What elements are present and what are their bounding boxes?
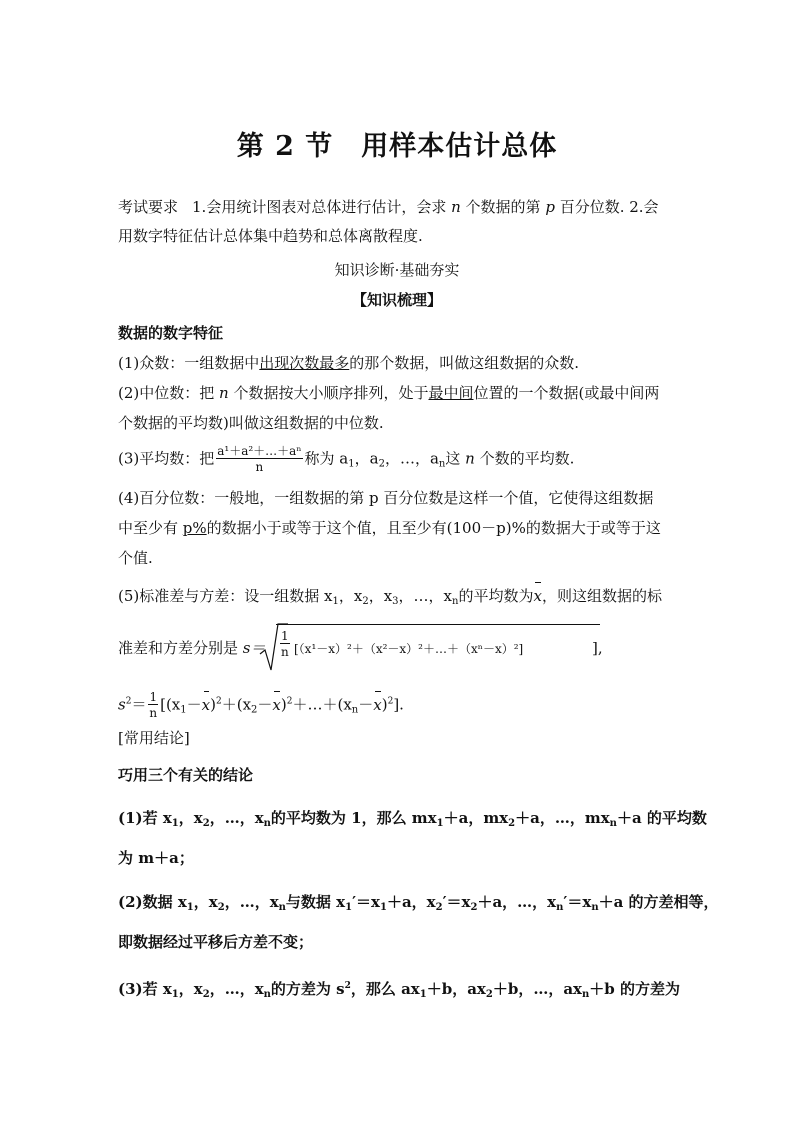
subscript: 2	[508, 818, 516, 829]
subscript: 1	[379, 902, 387, 913]
text: ′＝x	[352, 893, 380, 911]
mean-fraction	[216, 444, 302, 475]
after-root: ],	[592, 639, 603, 657]
subscript: 1	[436, 818, 444, 829]
common-conclusions-label: [常用结论]	[118, 729, 190, 747]
text: －	[257, 695, 273, 714]
text: 称为 a	[304, 449, 349, 468]
text: ，x	[178, 980, 203, 998]
text: 中至少有	[118, 519, 183, 537]
definition-mode	[118, 353, 579, 373]
fraction-denominator: n	[149, 706, 158, 720]
fraction-numerator: a¹＋a²＋…＋aⁿ	[217, 444, 302, 458]
exam-label: 考试要求	[118, 198, 179, 216]
mean-x-bar: x	[373, 695, 382, 714]
tip-2-line2: 即数据经过平移后方差不变；	[118, 933, 314, 951]
subscript: n	[452, 596, 459, 607]
text: ，…，x	[398, 587, 453, 605]
superscript: 2	[387, 696, 394, 707]
subscript: 2	[485, 989, 493, 1000]
tips-title: 巧用三个有关的结论	[118, 766, 254, 784]
radicand-fraction	[280, 629, 290, 660]
text: ＋a，…，x	[477, 893, 557, 911]
text: )	[210, 695, 216, 714]
definition-percentile: (4)百分位数：一般地，一组数据的第 p 百分位数是这样一个值，它使得这组数据	[118, 489, 654, 507]
text: ＋…＋(x	[292, 695, 352, 714]
underlined-term: 出现次数最多	[259, 354, 350, 372]
superscript: 2	[286, 696, 293, 707]
text: ＋a，mx	[443, 809, 509, 827]
text: [(x	[160, 695, 181, 714]
text: ′＝x	[563, 893, 592, 911]
text: ，x	[338, 587, 363, 605]
text: ＋a，x	[386, 893, 436, 911]
exam-requirements-line1	[118, 197, 659, 217]
text: ，x	[178, 809, 203, 827]
subscript: 2	[470, 902, 478, 913]
text: ＋a 的平均数	[616, 809, 707, 827]
text: 的那个数据，叫做这组数据的众数.	[349, 354, 580, 372]
subscript: 1	[345, 902, 353, 913]
superscript: 2	[215, 696, 222, 707]
tip-1	[118, 808, 707, 834]
text: 个数的平均数.	[474, 449, 575, 468]
text: ＋a 的方差相等，	[598, 893, 719, 911]
subscript: n	[582, 989, 590, 1000]
var-p: p	[545, 198, 555, 216]
var-n: n	[451, 198, 461, 216]
subscript: n	[556, 902, 564, 913]
text: ，…，x	[209, 980, 264, 998]
text: ，…，x	[209, 809, 264, 827]
subscript: 1	[332, 596, 339, 607]
text: ＋b，ax	[426, 980, 486, 998]
text: ，…，a	[384, 449, 439, 468]
definition-mean	[118, 444, 574, 475]
s-equals: s＝	[242, 639, 266, 657]
exam-text: 个数据的第	[460, 198, 546, 216]
subscript: 2	[202, 818, 210, 829]
subscript: n	[278, 902, 286, 913]
fraction-numerator: 1	[149, 690, 158, 704]
text: ′＝x	[442, 893, 471, 911]
text: 准差和方差分别是	[118, 639, 243, 657]
text: ，那么 ax	[350, 980, 420, 998]
exam-requirements-line2: 用数字特征估计总体集中趋势和总体离散程度.	[118, 227, 423, 245]
subscript: n	[351, 704, 359, 716]
subscript: 2	[251, 704, 258, 716]
subscript: 1	[186, 902, 194, 913]
text: ＝	[131, 695, 147, 714]
text: ].	[393, 695, 404, 714]
text: 与数据 x	[285, 893, 346, 911]
var-n: n	[465, 449, 475, 468]
text: s	[118, 695, 126, 714]
subscript: n	[263, 989, 271, 1000]
text: ＋a，…，mx	[515, 809, 610, 827]
text: 位置的一个数据(或最中间两	[473, 384, 660, 402]
section-subheading: 【知识梳理】	[351, 291, 442, 309]
mean-x-bar: x	[201, 695, 211, 714]
definition-percentile-line2	[118, 518, 661, 538]
text: ，x	[193, 893, 218, 911]
variance-formula	[118, 690, 404, 721]
text: )	[280, 695, 287, 714]
text: 的方差为 s	[270, 980, 345, 998]
subscript: 1	[348, 458, 355, 470]
definition-stdev	[118, 586, 662, 612]
subscript: n	[609, 818, 617, 829]
stdev-formula-label	[118, 638, 265, 658]
fraction-denominator: n	[280, 645, 289, 659]
subscript: 1	[180, 704, 187, 716]
text: ，…，x	[224, 893, 279, 911]
text: (1)众数：一组数据中	[118, 354, 260, 372]
var-n: n	[219, 384, 229, 402]
definition-median	[118, 383, 659, 403]
fraction-numerator: 1	[281, 629, 289, 643]
radicand-expression: [（x¹－x）²＋（x²－x）²＋…＋（xⁿ－x）²]	[294, 642, 524, 656]
variance-fraction	[148, 690, 158, 721]
tip-3	[118, 976, 680, 1005]
subscript: 2	[378, 458, 385, 470]
text: (3)若 x	[118, 980, 172, 998]
definition-median-line2: 个数据的平均数)叫做这组数据的中位数.	[118, 414, 384, 432]
page-title: 第 2 节 用样本估计总体	[236, 131, 558, 162]
section-heading: 知识诊断·基础夯实	[334, 261, 460, 279]
subscript: 1	[171, 989, 179, 1000]
subscript: 2	[362, 596, 369, 607]
text: －	[186, 695, 202, 714]
subscript: 1	[171, 818, 179, 829]
exam-text: 百分位数. 2.会	[554, 198, 659, 216]
subscript: 2	[435, 902, 443, 913]
subscript: 2	[202, 989, 210, 1000]
text: ，x	[368, 587, 393, 605]
text: －	[358, 695, 374, 714]
tip-2	[118, 892, 719, 918]
superscript: 2	[344, 981, 351, 991]
subscript: n	[438, 458, 446, 470]
radicand	[276, 624, 600, 671]
text: (2)中位数：把	[118, 384, 220, 402]
fraction-denominator: n	[255, 460, 264, 474]
text: ，a	[354, 449, 379, 468]
subscript: 2	[217, 902, 225, 913]
definition-percentile-line3: 个值.	[118, 549, 153, 567]
text: )	[381, 695, 388, 714]
superscript: 2	[125, 696, 132, 707]
text: 这	[445, 449, 466, 468]
text: (3)平均数：把	[118, 449, 215, 468]
topic-heading: 数据的数字特征	[118, 324, 224, 342]
text: ＋(x	[221, 695, 252, 714]
text: ＋b，…，ax	[492, 980, 582, 998]
text: ，则这组数据的标	[541, 587, 662, 605]
text: 的数据小于或等于这个值，且至少有(100－p)%的数据大于或等于这	[206, 519, 661, 537]
mean-x-bar: x	[272, 695, 281, 714]
text: (2)数据 x	[118, 893, 187, 911]
text: 的平均数为	[458, 587, 534, 605]
exam-text: 1.会用统计图表对总体进行估计，会求	[192, 198, 452, 216]
underlined-term: 最中间	[428, 384, 474, 402]
mean-x-bar: x	[533, 587, 542, 605]
underlined-term: p%	[182, 519, 207, 537]
text: (1)若 x	[118, 809, 172, 827]
subscript: n	[591, 902, 599, 913]
text: 的平均数为 1，那么 mx	[270, 809, 437, 827]
subscript: 3	[392, 596, 399, 607]
text: (5)标准差与方差：设一组数据 x	[118, 587, 333, 605]
subscript: n	[263, 818, 271, 829]
text: ＋b 的方差为	[589, 980, 680, 998]
tip-1-line2: 为 m＋a；	[118, 849, 194, 867]
text: 个数据按大小顺序排列，处于	[228, 384, 429, 402]
subscript: 1	[419, 989, 427, 1000]
